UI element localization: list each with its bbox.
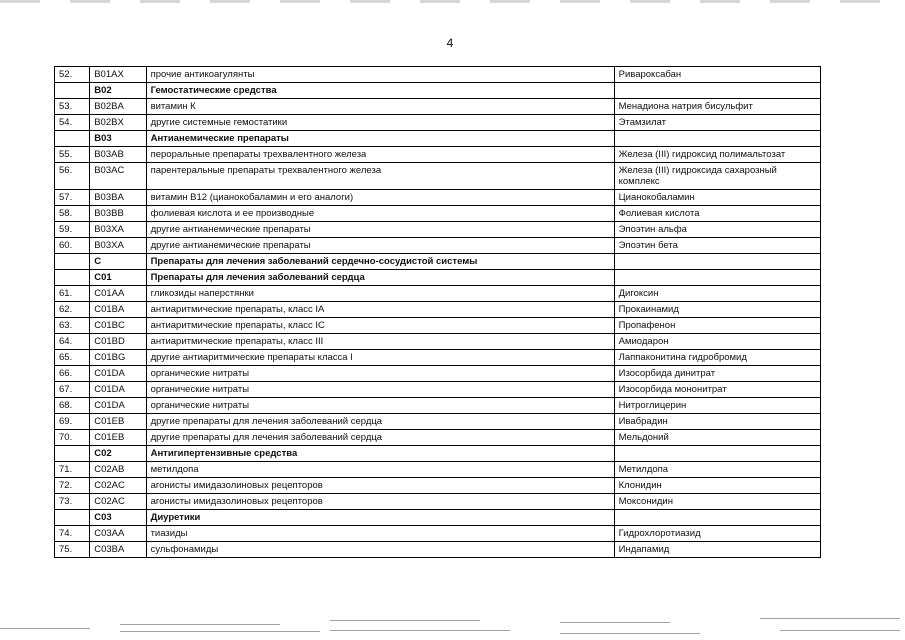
page-number: 4 [446,36,454,50]
row-number-cell: 59. [55,222,90,238]
atc-code-cell: C02AC [90,478,146,494]
table-row [55,366,821,382]
table-row [55,430,821,446]
table-row [55,350,821,366]
description-cell: гликозиды наперстянки [146,286,614,302]
drug-name-cell: Амиодарон [614,334,820,350]
row-number-cell [55,254,90,270]
atc-code-cell: B03AC [90,163,146,190]
table-row [55,67,821,83]
atc-code-cell: C01AA [90,286,146,302]
description-cell: парентеральные препараты трехвалентного железа [146,163,614,190]
row-number-cell [55,83,90,99]
description-cell: антиаритмические препараты, класс IA [146,302,614,318]
table-row [55,542,821,558]
row-number-cell: 75. [55,542,90,558]
row-number-cell: 55. [55,147,90,163]
description-cell: антиаритмические препараты, класс III [146,334,614,350]
description-cell: витамин B12 (цианокобаламин и его аналоги) [146,190,614,206]
drug-name-cell: Эпоэтин альфа [614,222,820,238]
medication-table-body [55,67,821,558]
table-row [55,526,821,542]
description-cell: другие препараты для лечения заболеваний сердца [146,430,614,446]
table-row [55,494,821,510]
table-row [55,478,821,494]
drug-name-cell [614,270,820,286]
row-number-cell [55,270,90,286]
row-number-cell: 73. [55,494,90,510]
row-number-cell: 60. [55,238,90,254]
drug-name-cell: Метилдопа [614,462,820,478]
description-cell: другие антианемические препараты [146,222,614,238]
row-number-cell: 61. [55,286,90,302]
row-number-cell: 70. [55,430,90,446]
row-number-cell [55,510,90,526]
atc-code-cell: B01AX [90,67,146,83]
drug-name-cell: Изосорбида динитрат [614,366,820,382]
table-group-row [55,83,821,99]
table-row [55,206,821,222]
table-row [55,238,821,254]
atc-code-cell: C02AC [90,494,146,510]
drug-name-cell: Индапамид [614,542,820,558]
drug-name-cell: Ривароксабан [614,67,820,83]
row-number-cell: 56. [55,163,90,190]
drug-name-cell [614,446,820,462]
description-cell: Препараты для лечения заболеваний сердца [146,270,614,286]
description-cell: витамин К [146,99,614,115]
row-number-cell: 63. [55,318,90,334]
atc-code-cell: C02 [90,446,146,462]
table-row [55,462,821,478]
drug-name-cell: Дигоксин [614,286,820,302]
description-cell: пероральные препараты трехвалентного железа [146,147,614,163]
table-row [55,190,821,206]
row-number-cell: 74. [55,526,90,542]
row-number-cell [55,131,90,147]
table-row [55,414,821,430]
table-row [55,286,821,302]
description-cell: другие антиаритмические препараты класса I [146,350,614,366]
row-number-cell: 71. [55,462,90,478]
table-row [55,302,821,318]
description-cell: тиазиды [146,526,614,542]
drug-name-cell [614,83,820,99]
description-cell: прочие антикоагулянты [146,67,614,83]
drug-name-cell: Клонидин [614,478,820,494]
atc-code-cell: B03XA [90,222,146,238]
row-number-cell: 66. [55,366,90,382]
drug-name-cell: Железа (III) гидроксида сахарозный комплекс [614,163,820,190]
description-cell: Диуретики [146,510,614,526]
drug-name-cell: Цианокобаламин [614,190,820,206]
atc-code-cell: C03 [90,510,146,526]
description-cell: Антианемические препараты [146,131,614,147]
drug-name-cell: Эпоэтин бета [614,238,820,254]
drug-name-cell [614,131,820,147]
description-cell: агонисты имидазолиновых рецепторов [146,478,614,494]
drug-name-cell: Гидрохлоротиазид [614,526,820,542]
drug-name-cell: Этамзилат [614,115,820,131]
atc-code-cell: C01BD [90,334,146,350]
description-cell: метилдопа [146,462,614,478]
table-row [55,147,821,163]
table-group-row [55,446,821,462]
atc-code-cell: B02BA [90,99,146,115]
drug-name-cell: Моксонидин [614,494,820,510]
scan-bottom-artifacts [0,600,905,640]
description-cell: агонисты имидазолиновых рецепторов [146,494,614,510]
description-cell: Антигипертензивные средства [146,446,614,462]
atc-code-cell: C01DA [90,382,146,398]
row-number-cell: 53. [55,99,90,115]
atc-code-cell: B03BB [90,206,146,222]
medication-table [54,66,821,558]
description-cell: антиаритмические препараты, класс IC [146,318,614,334]
drug-name-cell [614,510,820,526]
table-row [55,318,821,334]
table-row [55,398,821,414]
table-group-row [55,131,821,147]
row-number-cell: 54. [55,115,90,131]
drug-name-cell: Мельдоний [614,430,820,446]
atc-code-cell: B03 [90,131,146,147]
drug-name-cell: Фолиевая кислота [614,206,820,222]
row-number-cell: 58. [55,206,90,222]
atc-code-cell: C02AB [90,462,146,478]
description-cell: Гемостатические средства [146,83,614,99]
table-group-row [55,510,821,526]
table-row [55,163,821,190]
drug-name-cell: Пропафенон [614,318,820,334]
atc-code-cell: C01DA [90,398,146,414]
description-cell: Препараты для лечения заболеваний сердечно-сосудистой системы [146,254,614,270]
drug-name-cell: Прокаинамид [614,302,820,318]
table-row [55,99,821,115]
atc-code-cell: C01EB [90,430,146,446]
row-number-cell: 65. [55,350,90,366]
description-cell: другие препараты для лечения заболеваний сердца [146,414,614,430]
description-cell: другие системные гемостатики [146,115,614,131]
atc-code-cell: C01EB [90,414,146,430]
table-row [55,334,821,350]
description-cell: органические нитраты [146,382,614,398]
drug-name-cell: Нитроглицерин [614,398,820,414]
row-number-cell: 62. [55,302,90,318]
atc-code-cell: C01BG [90,350,146,366]
description-cell: органические нитраты [146,398,614,414]
drug-name-cell: Изосорбида мононитрат [614,382,820,398]
atc-code-cell: C01BA [90,302,146,318]
atc-code-cell: C03BA [90,542,146,558]
scan-top-edge [0,0,905,3]
atc-code-cell: B03AB [90,147,146,163]
description-cell: сульфонамиды [146,542,614,558]
atc-code-cell: B02BX [90,115,146,131]
row-number-cell: 64. [55,334,90,350]
drug-name-cell: Менадиона натрия бисульфит [614,99,820,115]
row-number-cell: 72. [55,478,90,494]
atc-code-cell: B03BA [90,190,146,206]
row-number-cell [55,446,90,462]
atc-code-cell: C01BC [90,318,146,334]
table-row [55,382,821,398]
atc-code-cell: C01 [90,270,146,286]
row-number-cell: 67. [55,382,90,398]
table-group-row [55,270,821,286]
row-number-cell: 57. [55,190,90,206]
row-number-cell: 68. [55,398,90,414]
drug-name-cell: Ивабрадин [614,414,820,430]
description-cell: органические нитраты [146,366,614,382]
description-cell: другие антианемические препараты [146,238,614,254]
atc-code-cell: C [90,254,146,270]
drug-name-cell: Железа (III) гидроксид полимальтозат [614,147,820,163]
table-row [55,222,821,238]
table-row [55,115,821,131]
description-cell: фолиевая кислота и ее производные [146,206,614,222]
atc-code-cell: B03XA [90,238,146,254]
atc-code-cell: B02 [90,83,146,99]
drug-name-cell [614,254,820,270]
atc-code-cell: C03AA [90,526,146,542]
drug-name-cell: Лаппаконитина гидробромид [614,350,820,366]
row-number-cell: 52. [55,67,90,83]
row-number-cell: 69. [55,414,90,430]
table-group-row [55,254,821,270]
atc-code-cell: C01DA [90,366,146,382]
